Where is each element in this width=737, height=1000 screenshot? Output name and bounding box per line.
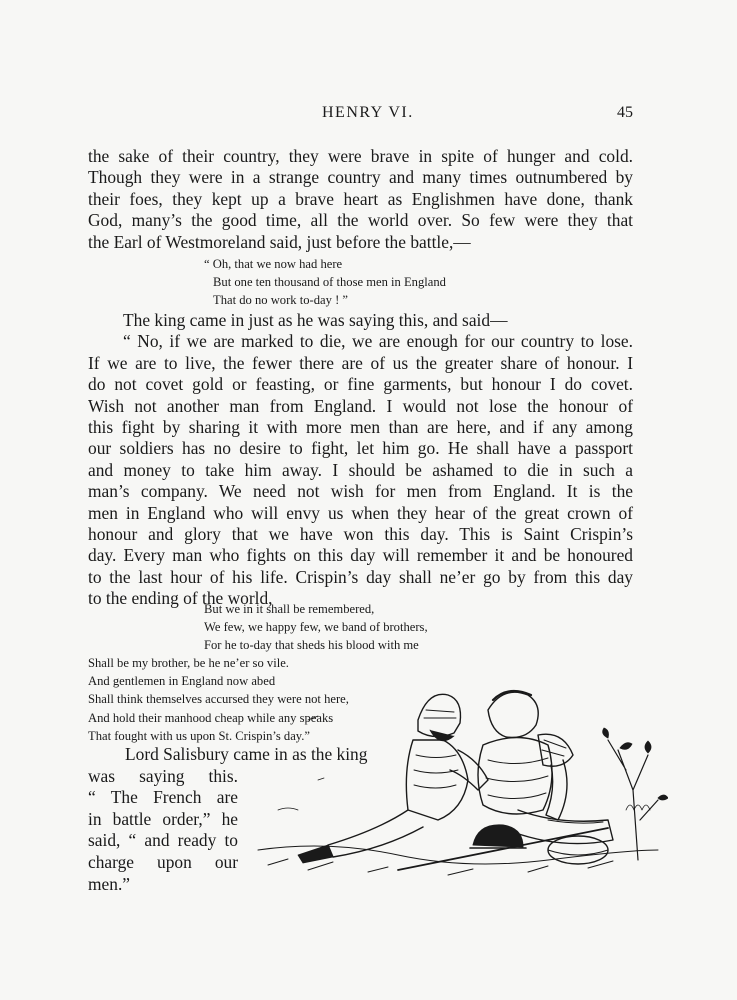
- paragraph-2: [88, 310, 633, 609]
- text-line: honour and glory that we have won this day. This is Saint Crispin’s: [88, 523, 633, 544]
- text-line: in battle order,” he: [88, 808, 238, 829]
- verse-line: “ Oh, that we now had here: [204, 257, 343, 271]
- paragraph-3: [88, 744, 368, 895]
- text-line: “ The French are: [88, 787, 238, 808]
- verse-line: But one ten thousand of those men in England: [213, 275, 446, 289]
- page-number: 45: [617, 104, 633, 121]
- text-line: was saying this.: [88, 765, 238, 786]
- text-line: If we are to live, the fewer there are of us the greater share of honour. I: [88, 352, 633, 373]
- text-line: said, “ and ready to: [88, 830, 238, 851]
- text-line: charge upon our: [88, 851, 238, 872]
- text-line: this fight by sharing it with more men than are here, and if any among: [88, 416, 633, 437]
- verse-line: Shall be my brother, be he ne’er so vile.: [88, 656, 289, 670]
- text-line: men.”: [88, 873, 131, 894]
- text-line: the Earl of Westmoreland said, just before the battle,—: [88, 231, 471, 252]
- verse-quote-1: [204, 255, 446, 309]
- verse-line: For he to-day that sheds his blood with me: [204, 638, 419, 653]
- text-line: our soldiers has no desire to fight, let him go. He shall have a passport: [88, 438, 633, 459]
- text-line: to the last hour of his life. Crispin’s day shall ne’er go by from this day: [88, 566, 633, 587]
- text-line: their foes, they kept up a brave heart as Englishmen have done, thank: [88, 188, 633, 209]
- verse-line: But we in it shall be remembered,: [204, 602, 375, 616]
- text-line: men in England who will envy us when they hear of the great crown of: [88, 502, 633, 523]
- text-line: day. Every man who fights on this day will remember it and be honoured: [88, 545, 633, 566]
- verse-line: Shall think themselves accursed they were not here,: [88, 692, 349, 707]
- verse-line: That do no work to-day ! ”: [213, 293, 348, 307]
- verse-line: And gentlemen in England now abed: [88, 674, 276, 689]
- text-line: Wish not another man from England. I would not lose the honour of: [88, 395, 633, 416]
- verse-line: We few, we happy few, we band of brothers,: [204, 620, 428, 635]
- text-line: The king came in just as he was saying this, and said—: [123, 310, 508, 330]
- text-line: to the ending of the world,: [88, 588, 273, 609]
- verse-line: And hold their manhood cheap while any speaks: [88, 710, 334, 725]
- text-line: God, many’s the good time, all the world over. So few were they that: [88, 210, 633, 231]
- text-line: do not covet gold or feasting, or fine garments, but honour I do covet.: [88, 374, 633, 395]
- verse-quote-2-indented: [204, 600, 428, 655]
- running-head: [0, 104, 737, 128]
- text-line: man’s company. We need not wish for men from England. It is the: [88, 481, 633, 502]
- running-head-title: HENRY VI.: [322, 104, 414, 121]
- text-line: and money to take him away. I should be ashamed to die in such a: [88, 459, 633, 480]
- text-line: Lord Salisbury came in as the king: [125, 744, 368, 764]
- paragraph-1: [88, 146, 633, 253]
- text-line: “ No, if we are marked to die, we are enough for our country to lose.: [123, 331, 633, 352]
- two-knights-illustration-icon: [248, 660, 668, 895]
- text-line: the sake of their country, they were brave in spite of hunger and cold.: [88, 146, 633, 166]
- verse-line: That fought with us upon St. Crispin’s day.”: [88, 728, 311, 743]
- text-line: Though they were in a strange country and many times outnumbered by: [88, 167, 633, 188]
